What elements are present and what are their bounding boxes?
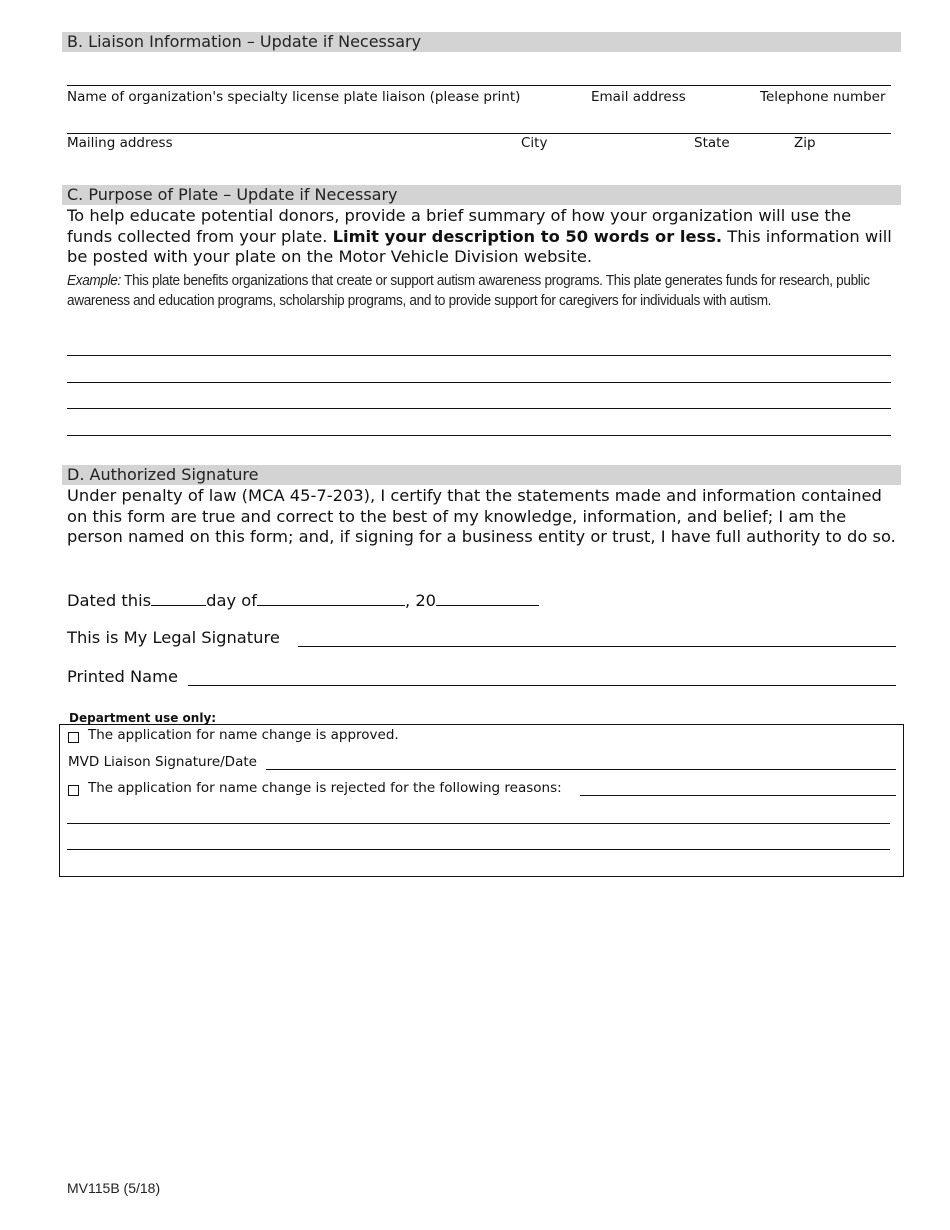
section-c-heading: C. Purpose of Plate – Update if Necessary <box>62 185 901 205</box>
purpose-word-limit: Limit your description to 50 words or less. <box>332 226 723 246</box>
purpose-intro-2: This information will be posted with your plate on the Motor Vehicle Division website. <box>67 226 892 266</box>
liaison-info-line[interactable] <box>67 85 891 86</box>
approved-checkbox[interactable] <box>68 732 79 743</box>
mvd-signature-label: MVD Liaison Signature/Date <box>68 754 257 770</box>
rejected-reason-line-1[interactable] <box>580 795 896 796</box>
rejected-checkbox[interactable] <box>68 785 79 796</box>
purpose-intro-1: To help educate potential donors, provide a brief summary of how your organization will use the funds collected from your plate. <box>67 206 852 246</box>
rejected-label: The application for name change is rejected for the following reasons: <box>88 780 562 796</box>
mailing-address-label: Mailing address <box>67 135 173 151</box>
purpose-line-3[interactable] <box>67 408 891 409</box>
purpose-line-1[interactable] <box>67 355 891 356</box>
rejected-reason-line-3[interactable] <box>67 849 890 850</box>
mailing-address-line[interactable] <box>67 133 891 134</box>
city-label: City <box>521 135 548 151</box>
purpose-example <box>67 272 895 311</box>
approved-label: The application for name change is approved. <box>88 727 399 743</box>
liaison-name-label: Name of organization's specialty license plate liaison (please print) <box>67 89 521 105</box>
state-label: State <box>694 135 730 151</box>
form-id: MV115B (5/18) <box>67 1180 161 1196</box>
year-prefix: , 20 <box>404 591 437 610</box>
example-label: Example: <box>67 273 121 289</box>
signature-label: This is My Legal Signature <box>67 628 280 647</box>
zip-label: Zip <box>794 135 816 151</box>
year-field[interactable] <box>436 589 539 606</box>
purpose-line-4[interactable] <box>67 435 891 436</box>
printed-name-line[interactable] <box>188 685 896 686</box>
section-b-heading: B. Liaison Information – Update if Necessary <box>62 32 901 52</box>
purpose-line-2[interactable] <box>67 382 891 383</box>
printed-name-label: Printed Name <box>67 667 179 686</box>
department-use-heading: Department use only: <box>69 711 217 725</box>
certification-text: Under penalty of law (MCA 45-7-203), I certify that the statements made and information contained on this form are true and correct to the best of my knowledge, information, and belief; I am the person named on this form; and, if signing for a business entity or trust, I have full authority to do so. <box>67 486 896 546</box>
section-d-heading: D. Authorized Signature <box>62 465 901 485</box>
telephone-label: Telephone number <box>760 89 886 105</box>
department-use-box <box>59 724 904 877</box>
dated-row <box>67 589 539 610</box>
day-field[interactable] <box>151 589 206 606</box>
signature-line[interactable] <box>298 646 896 647</box>
rejected-reason-line-2[interactable] <box>67 823 890 824</box>
dated-this-label: Dated this <box>67 591 152 610</box>
purpose-instructions <box>67 206 897 268</box>
mvd-signature-line[interactable] <box>266 769 896 770</box>
day-of-label: day of <box>206 591 257 610</box>
email-label: Email address <box>591 89 686 105</box>
example-text: This plate benefits organizations that create or support autism awareness programs. This plate generates funds for research, public awareness and education programs, scholarship programs, and to provide support for caregivers for individuals with autism. <box>67 273 870 309</box>
month-field[interactable] <box>257 589 405 606</box>
